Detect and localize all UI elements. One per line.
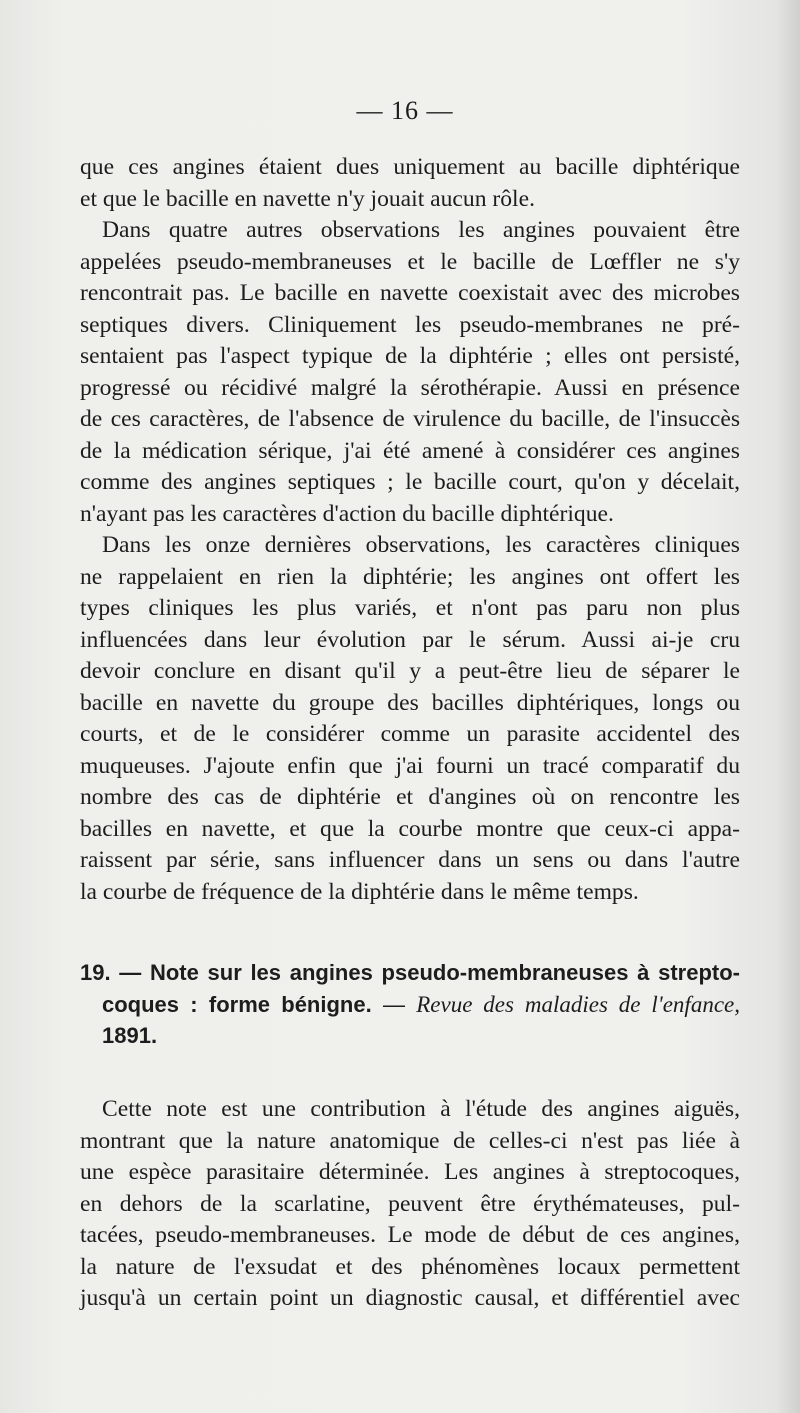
paragraph-continuation — [80, 152, 740, 215]
text-line: ne rappelaient en rien la diphtérie; les angines ont offert les — [80, 563, 740, 590]
text-line: devoir conclure en disant qu'il y a peut-être lieu de séparer le — [80, 658, 740, 684]
text-line: muqueuses. J'ajoute enfin que j'ai fourni un tracé comparatif du — [80, 752, 740, 779]
text-line: Dans quatre autres observations les angines pouvaient être — [102, 217, 740, 243]
text-line: la courbe de fréquence de la diphtérie dans le même temps. — [80, 878, 639, 905]
text-line: raissent par série, sans influencer dans un sens ou dans l'autre — [80, 847, 740, 873]
heading-line-citation — [80, 989, 740, 1021]
heading-line: 19. — Note sur les angines pseudo-membraneuses à strepto- — [80, 960, 740, 985]
heading-dash: — — [371, 991, 417, 1017]
text-line: en dehors de la scarlatine, peuvent être érythémateuses, pul- — [80, 1190, 740, 1217]
text-line: tacées, pseudo-membraneuses. Le mode de début de ces angines, — [80, 1222, 740, 1248]
text-line: de ces caractères, de l'absence de virulence du bacille, de l'insuccès — [80, 406, 740, 432]
text-line: comme des angines septiques ; le bacille court, qu'on y décelait, — [80, 469, 740, 495]
text-line: montrant que la nature anatomique de celles-ci n'est pas liée à — [80, 1127, 740, 1154]
journal-title: Revue des maladies de l'enfance, — [416, 991, 740, 1017]
page-number: — 16 — — [356, 96, 454, 125]
text-line: de la médication sérique, j'ai été amené à considérer ces angines — [80, 437, 740, 464]
text-line: rencontrait pas. Le bacille en navette coexistait avec des microbes — [80, 280, 740, 306]
text-line: courts, et de le considérer comme un parasite accidentel des — [80, 721, 740, 747]
text-line: nombre des cas de diphtérie et d'angines où on rencontre les — [80, 784, 740, 810]
text-line: une espèce parasitaire déterminée. Les angines à streptocoques, — [80, 1159, 740, 1185]
text-line: types cliniques les plus variés, et n'ont pas paru non plus — [80, 595, 740, 621]
text-line: septiques divers. Cliniquement les pseudo-membranes ne pré- — [80, 311, 740, 338]
text-line: Dans les onze dernières observations, les caractères cliniques — [102, 532, 740, 558]
text-line: que ces angines étaient dues uniquement au bacille diphtérique — [80, 154, 740, 180]
text-line: jusqu'à un certain point un diagnostic causal, et différentiel avec — [80, 1285, 740, 1311]
heading-year: 1891. — [102, 1023, 158, 1048]
text-line: bacille en navette du groupe des bacilles diphtériques, longs ou — [80, 689, 740, 716]
text-line: bacilles en navette, et que la courbe montre que ceux-ci appa- — [80, 815, 740, 842]
text-line: progressé ou récidivé malgré la sérothérapie. Aussi en présence — [80, 374, 740, 401]
text-line: n'ayant pas les caractères d'action du bacille diphtérique. — [80, 500, 614, 527]
text-line: sentaient pas l'aspect typique de la diphtérie ; elles ont persisté, — [80, 343, 740, 369]
paragraph-summary — [80, 1094, 740, 1315]
paragraph-observations-four — [80, 215, 740, 530]
text-line: et que le bacille en navette n'y jouait aucun rôle. — [80, 185, 535, 212]
paragraph-observations-eleven — [80, 530, 740, 908]
text-line: appelées pseudo-membraneuses et le bacille de Lœffler ne s'y — [80, 248, 740, 275]
heading-title-end: coques : forme bénigne. — [102, 991, 372, 1017]
text-line: influencées dans leur évolution par le sérum. Aussi ai-je cru — [80, 626, 740, 653]
entry-heading — [80, 957, 740, 1052]
text-line: Cette note est une contribution à l'étude des angines aiguës, — [102, 1096, 740, 1122]
text-line: la nature de l'exsudat et des phénomènes locaux permettent — [80, 1253, 740, 1280]
